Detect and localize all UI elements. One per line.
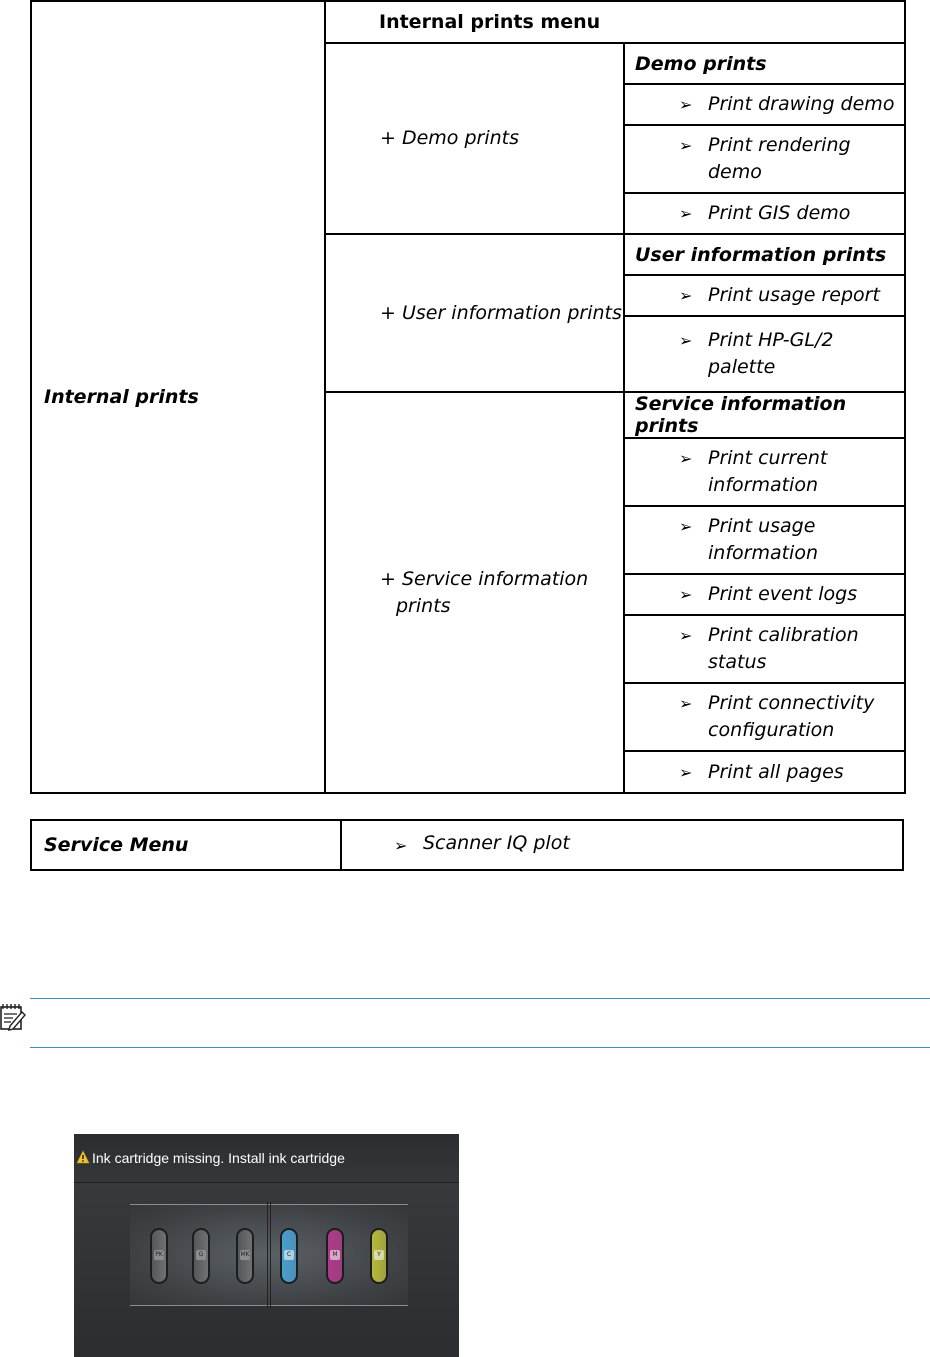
internal-prints-label: Internal prints <box>31 1 325 793</box>
menu-item-print-hpgl2-palette[interactable]: ➢ Print HP-GL/2 palette <box>624 316 905 392</box>
arrow-bullet-icon: ➢ <box>679 204 693 223</box>
menu-item-print-usage-report[interactable]: ➢ Print usage report <box>624 275 905 316</box>
internal-prints-menu-table <box>30 0 906 794</box>
cartridge-bay-divider <box>267 1202 271 1308</box>
menu-item-scanner-iq-plot[interactable]: ➢ Scanner IQ plot <box>341 820 903 870</box>
user-info-prints-title: User information prints <box>624 234 905 275</box>
arrow-bullet-icon: ➢ <box>679 331 693 350</box>
cartridge-slot-m <box>326 1228 344 1284</box>
demo-prints-title: Demo prints <box>624 43 905 84</box>
service-menu-label: Service Menu <box>31 820 341 870</box>
cartridge-label: C <box>284 1250 294 1260</box>
cartridge-label: PK <box>155 1251 163 1258</box>
arrow-bullet-icon: ➢ <box>679 286 693 305</box>
cartridge-label: Y <box>374 1250 384 1260</box>
arrow-bullet-icon: ➢ <box>679 517 693 536</box>
arrow-bullet-icon: ➢ <box>679 762 693 782</box>
printer-front-panel <box>74 1134 459 1357</box>
menu-item-print-usage-information[interactable]: ➢ Print usage information <box>624 506 905 574</box>
menu-item-print-event-logs[interactable]: ➢ Print event logs <box>624 574 905 615</box>
arrow-bullet-icon: ➢ <box>679 95 693 114</box>
service-info-prints-group-label: + Service information prints <box>325 392 624 793</box>
internal-prints-menu-header: Internal prints menu <box>325 1 905 43</box>
arrow-bullet-icon: ➢ <box>679 136 693 155</box>
cartridge-slot-g <box>192 1228 210 1284</box>
cartridge-slot-c <box>280 1228 298 1284</box>
panel-message: Ink cartridge missing. Install ink cartridge <box>92 1150 345 1166</box>
note-top-rule <box>30 998 930 999</box>
warning-icon <box>76 1150 90 1164</box>
menu-item-print-drawing-demo[interactable]: ➢ Print drawing demo <box>624 84 905 125</box>
menu-item-print-calibration-status[interactable]: ➢ Print calibration status <box>624 615 905 683</box>
menu-item-print-current-information[interactable]: ➢ Print current information <box>624 438 905 506</box>
demo-prints-group-label: + Demo prints <box>325 43 624 234</box>
menu-item-print-all-pages[interactable]: ➢ Print all pages <box>624 751 905 793</box>
arrow-bullet-icon: ➢ <box>679 694 693 713</box>
menu-item-print-rendering-demo[interactable]: ➢ Print rendering demo <box>624 125 905 193</box>
cartridge-label: MK <box>240 1251 250 1258</box>
cartridge-slot-mk <box>236 1228 254 1284</box>
service-info-prints-title: Service information prints <box>624 392 905 438</box>
service-menu-table <box>30 819 904 871</box>
arrow-bullet-icon: ➢ <box>394 835 408 855</box>
cartridge-label: M <box>330 1250 340 1260</box>
note-icon <box>0 1003 26 1031</box>
arrow-bullet-icon: ➢ <box>679 585 693 604</box>
menu-item-print-gis-demo[interactable]: ➢ Print GIS demo <box>624 193 905 234</box>
arrow-bullet-icon: ➢ <box>679 626 693 645</box>
note-bottom-rule <box>30 1047 930 1048</box>
cartridge-label: G <box>196 1250 206 1260</box>
menu-item-print-connectivity-configuration[interactable]: ➢ Print connectivity configuration <box>624 683 905 751</box>
user-info-prints-group-label: + User information prints <box>325 234 624 392</box>
cartridge-slot-pk <box>150 1228 168 1284</box>
arrow-bullet-icon: ➢ <box>679 449 693 468</box>
cartridge-slot-y <box>370 1228 388 1284</box>
